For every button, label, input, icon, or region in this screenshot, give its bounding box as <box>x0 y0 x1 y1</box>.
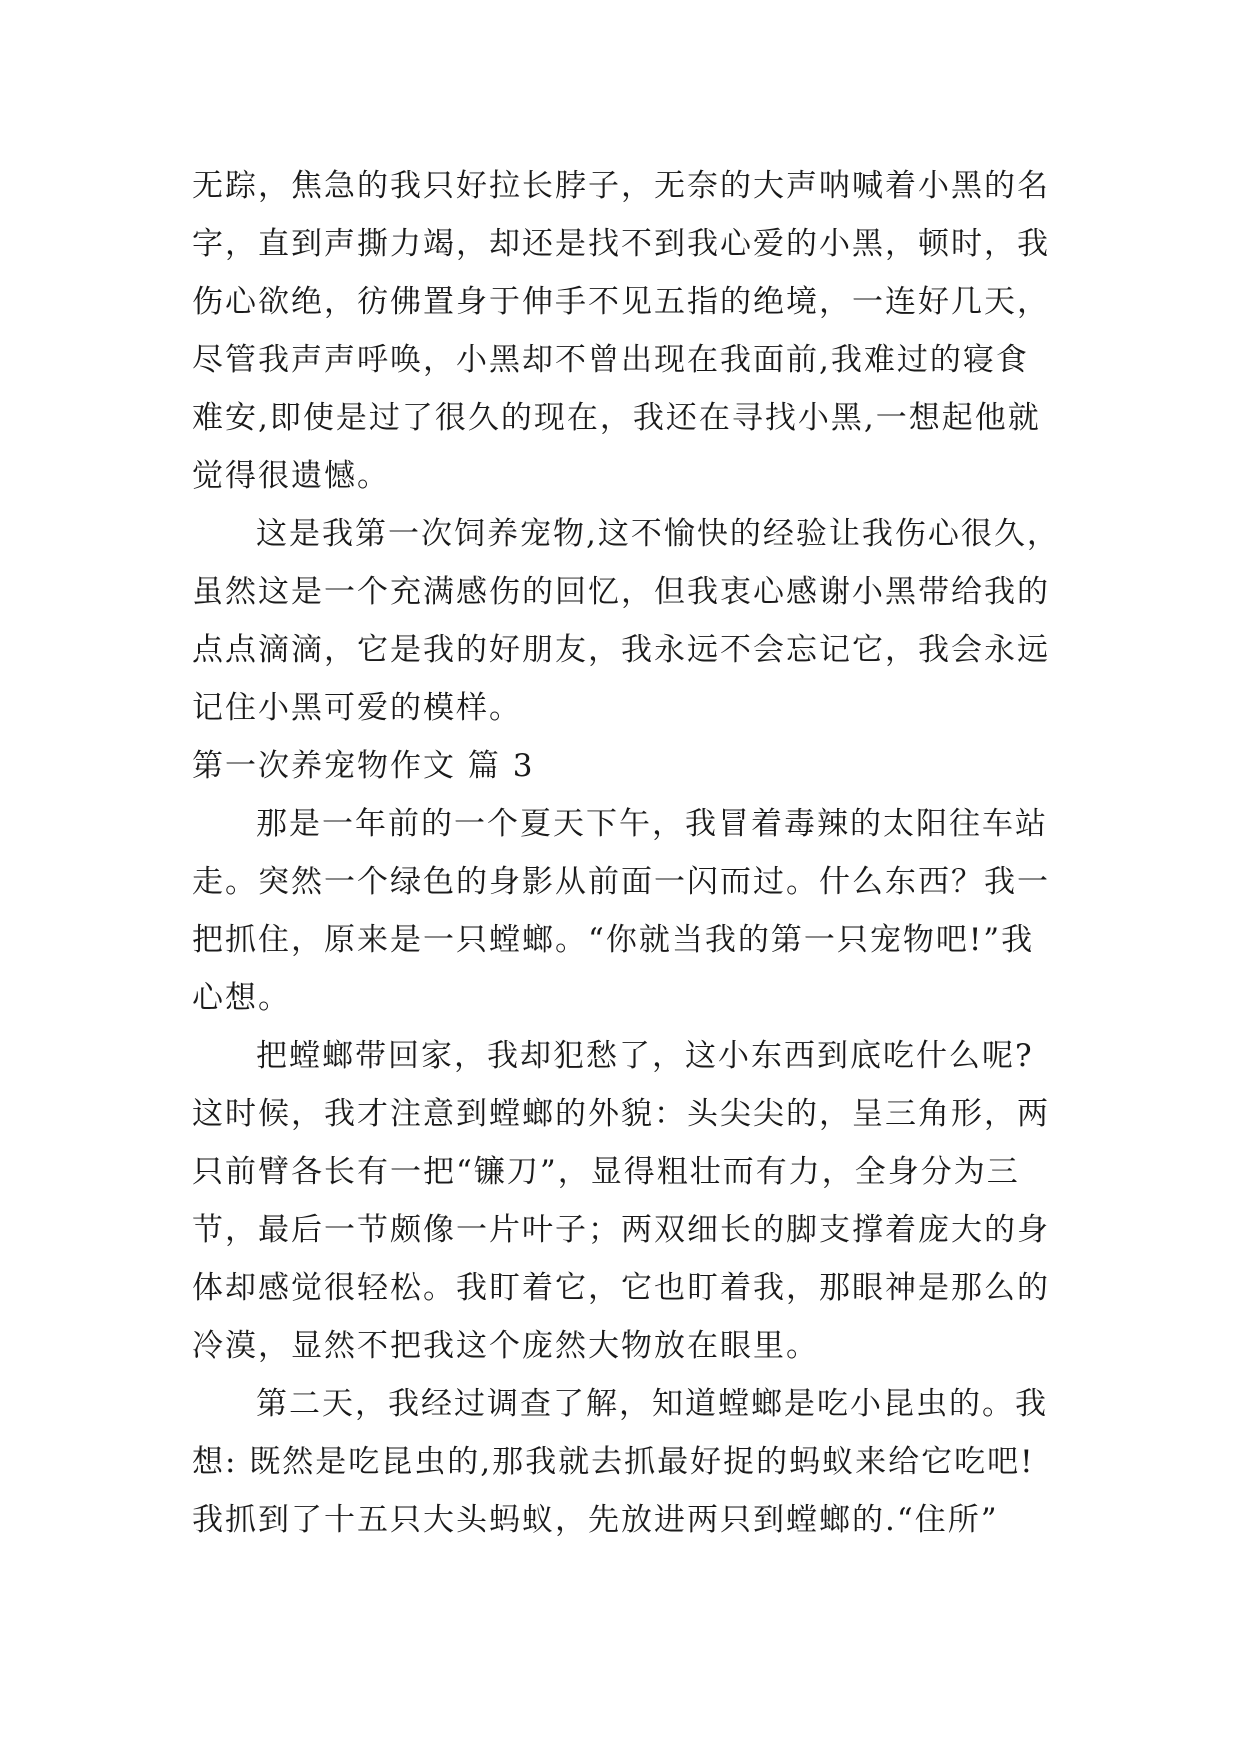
text-line: 我抓到了十五只大头蚂蚁，先放进两只到螳螂的.“住所” <box>192 1502 999 1538</box>
text-line: 记住小黑可爱的模样。 <box>192 690 522 726</box>
paragraph-start-line: 把螳螂带回家，我却犯愁了，这小东西到底吃什么呢? <box>256 1038 1034 1074</box>
paragraph-start-line: 这是我第一次饲养宠物,这不愉快的经验让我伤心很久， <box>256 516 1060 552</box>
text-line: 难安,即使是过了很久的现在，我还在寻找小黑,一想起他就 <box>192 400 1041 436</box>
text-line: 尽管我声声呼唤，小黑却不曾出现在我面前,我难过的寝食 <box>192 342 1029 378</box>
text-line: 把抓住，原来是一只螳螂。“你就当我的第一只宠物吧!”我 <box>192 922 1035 958</box>
text-line: 走。突然一个绿色的身影从前面一闪而过。什么东西？我一 <box>192 864 1050 900</box>
section-heading: 第一次养宠物作文 篇 3 <box>192 748 535 784</box>
text-line: 点点滴滴，它是我的好朋友，我永远不会忘记它，我会永远 <box>192 632 1050 668</box>
text-line: 只前臂各长有一把“镰刀”，显得粗壮而有力，全身分为三 <box>192 1154 1020 1190</box>
text-line: 体却感觉很轻松。我盯着它，它也盯着我，那眼神是那么的 <box>192 1270 1050 1306</box>
paragraph-start-line: 那是一年前的一个夏天下午，我冒着毒辣的太阳往车站 <box>256 806 1048 842</box>
text-line: 心想。 <box>192 980 291 1016</box>
text-line: 节，最后一节颇像一片叶子；两双细长的脚支撑着庞大的身 <box>192 1212 1050 1248</box>
paragraph-start-line: 第二天，我经过调查了解，知道螳螂是吃小昆虫的。我 <box>256 1386 1048 1422</box>
text-line: 这时候，我才注意到螳螂的外貌：头尖尖的，呈三角形，两 <box>192 1096 1050 1132</box>
text-line: 冷漠，显然不把我这个庞然大物放在眼里。 <box>192 1328 819 1364</box>
text-line: 伤心欲绝，彷佛置身于伸手不见五指的绝境，一连好几天， <box>192 284 1050 320</box>
text-line: 觉得很遗憾。 <box>192 458 390 494</box>
text-line: 字，直到声撕力竭，却还是找不到我心爱的小黑，顿时，我 <box>192 226 1050 262</box>
text-line: 想: 既然是吃昆虫的,那我就去抓最好捉的蚂蚁来给它吃吧! <box>192 1444 1035 1480</box>
text-line: 虽然这是一个充满感伤的回忆，但我衷心感谢小黑带给我的 <box>192 574 1050 610</box>
text-line: 无踪，焦急的我只好拉长脖子，无奈的大声呐喊着小黑的名 <box>192 168 1050 204</box>
